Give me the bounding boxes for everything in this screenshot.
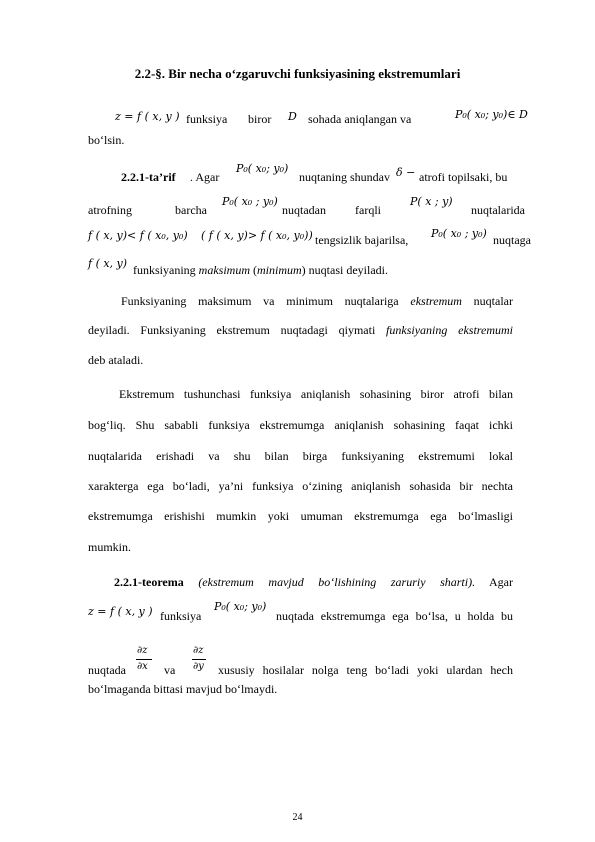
paragraph-line bbox=[88, 323, 513, 338]
formula: P₀( x₀; y₀) bbox=[214, 600, 267, 613]
fraction-bar bbox=[192, 659, 206, 660]
paragraph-line: nuqtalarida erishadi va shu bilan birga funksiyaning ekstremumi lokal bbox=[88, 449, 513, 463]
text: nuqtalarida bbox=[471, 203, 525, 217]
italic-term: minimum bbox=[257, 263, 302, 277]
formula: P₀( x₀ ; y₀) bbox=[431, 227, 487, 240]
domain-symbol: D bbox=[288, 110, 297, 123]
text: Funksiyaning maksimum va minimum nuqtalariga bbox=[121, 294, 399, 308]
text: deyiladi. Funksiyaning ekstremum nuqtadagi qiymati bbox=[88, 323, 376, 337]
text: barcha bbox=[175, 203, 207, 217]
section-title: 2.2-§. Bir necha o‘zgaruvchi funksiyasining ekstremumlari bbox=[134, 66, 461, 81]
page-number: 24 bbox=[292, 812, 303, 823]
derivative-denominator: ∂x bbox=[137, 661, 148, 672]
text: funksiya bbox=[186, 112, 228, 126]
paragraph-line: bog‘liq. Shu sababli funksiya ekstremumga aniqlanish sohasining faqat ichki bbox=[88, 418, 513, 432]
text: xususiy hosilalar nolga teng bo‘ladi yoki ulardan hech bbox=[218, 663, 513, 677]
text: biror bbox=[248, 112, 272, 126]
text: mumkin. bbox=[88, 540, 132, 554]
text bbox=[133, 263, 388, 278]
theorem-header bbox=[114, 575, 513, 590]
formula: P₀( x₀ ; y₀) bbox=[222, 195, 278, 208]
text: nuqtadan bbox=[282, 203, 326, 217]
text: atrofi topilsaki, bu bbox=[419, 170, 508, 184]
paragraph-line: ekstremumga erishishi mumkin yoki umuman ekstremumga ega bo‘lmasligi bbox=[88, 509, 513, 523]
formula: P( x ; y) bbox=[410, 195, 453, 208]
text: nuqtalar bbox=[473, 294, 513, 308]
italic-term: (ekstremum mavjud bo‘lishining zaruriy sharti). bbox=[198, 575, 476, 589]
text: . Agar bbox=[190, 170, 220, 184]
italic-term: funksiyaning ekstremumi bbox=[386, 323, 513, 337]
definition-label: 2.2.1-ta’rif bbox=[121, 170, 176, 184]
text: va bbox=[164, 663, 176, 677]
text: farqli bbox=[355, 203, 381, 217]
paragraph-line bbox=[121, 294, 513, 309]
paragraph-line: xarakterga ega bo‘ladi, ya’ni funksiya o‘zining aniqlanish sohasida bir nechta bbox=[88, 479, 513, 493]
text: deb ataladi. bbox=[88, 353, 144, 367]
text: Agar bbox=[489, 575, 513, 589]
point-formula: P₀( x₀; y₀)∈ D bbox=[455, 108, 528, 121]
text: bo‘lmaganda bittasi mavjud bo‘lmaydi. bbox=[88, 682, 278, 696]
italic-term: ekstremum bbox=[410, 294, 462, 308]
text: funksiyaning bbox=[133, 263, 196, 277]
text: tengsizlik bajarilsa, bbox=[315, 233, 409, 247]
formula: f ( x, y) bbox=[88, 257, 128, 270]
text: nuqtaga bbox=[493, 233, 531, 247]
derivative-numerator: ∂z bbox=[137, 645, 148, 656]
derivative-numerator: ∂z bbox=[193, 645, 204, 656]
formula: δ − bbox=[396, 166, 416, 179]
formula: z = f ( x, y ) bbox=[88, 605, 153, 618]
function-formula: z = f ( x, y ) bbox=[115, 110, 180, 123]
theorem-label: 2.2.1-teorema bbox=[114, 575, 184, 589]
italic-term: maksimum bbox=[198, 263, 250, 277]
text: ( bbox=[253, 263, 257, 277]
derivative-denominator: ∂y bbox=[193, 661, 204, 672]
text: ) nuqtasi deyiladi. bbox=[301, 263, 388, 277]
text: bo‘lsin. bbox=[88, 133, 125, 147]
text: atrofning bbox=[88, 203, 132, 217]
formula: f ( x, y)< f ( x₀, y₀) bbox=[88, 229, 188, 242]
text: funksiya bbox=[160, 609, 202, 623]
formula: ( f ( x, y)> f ( x₀, y₀)) bbox=[201, 229, 313, 242]
paragraph-line: Ekstremum tushunchasi funksiya aniqlanish sohasining biror atrofi bilan bbox=[119, 387, 513, 401]
text: nuqtada bbox=[88, 663, 126, 677]
formula: P₀( x₀; y₀) bbox=[236, 162, 289, 175]
text: nuqtaning shundav bbox=[299, 170, 390, 184]
text: sohada aniqlangan va bbox=[308, 112, 412, 126]
fraction-bar bbox=[136, 659, 152, 660]
text: nuqtada ekstremumga ega bo‘lsa, u holda bu bbox=[276, 609, 513, 623]
